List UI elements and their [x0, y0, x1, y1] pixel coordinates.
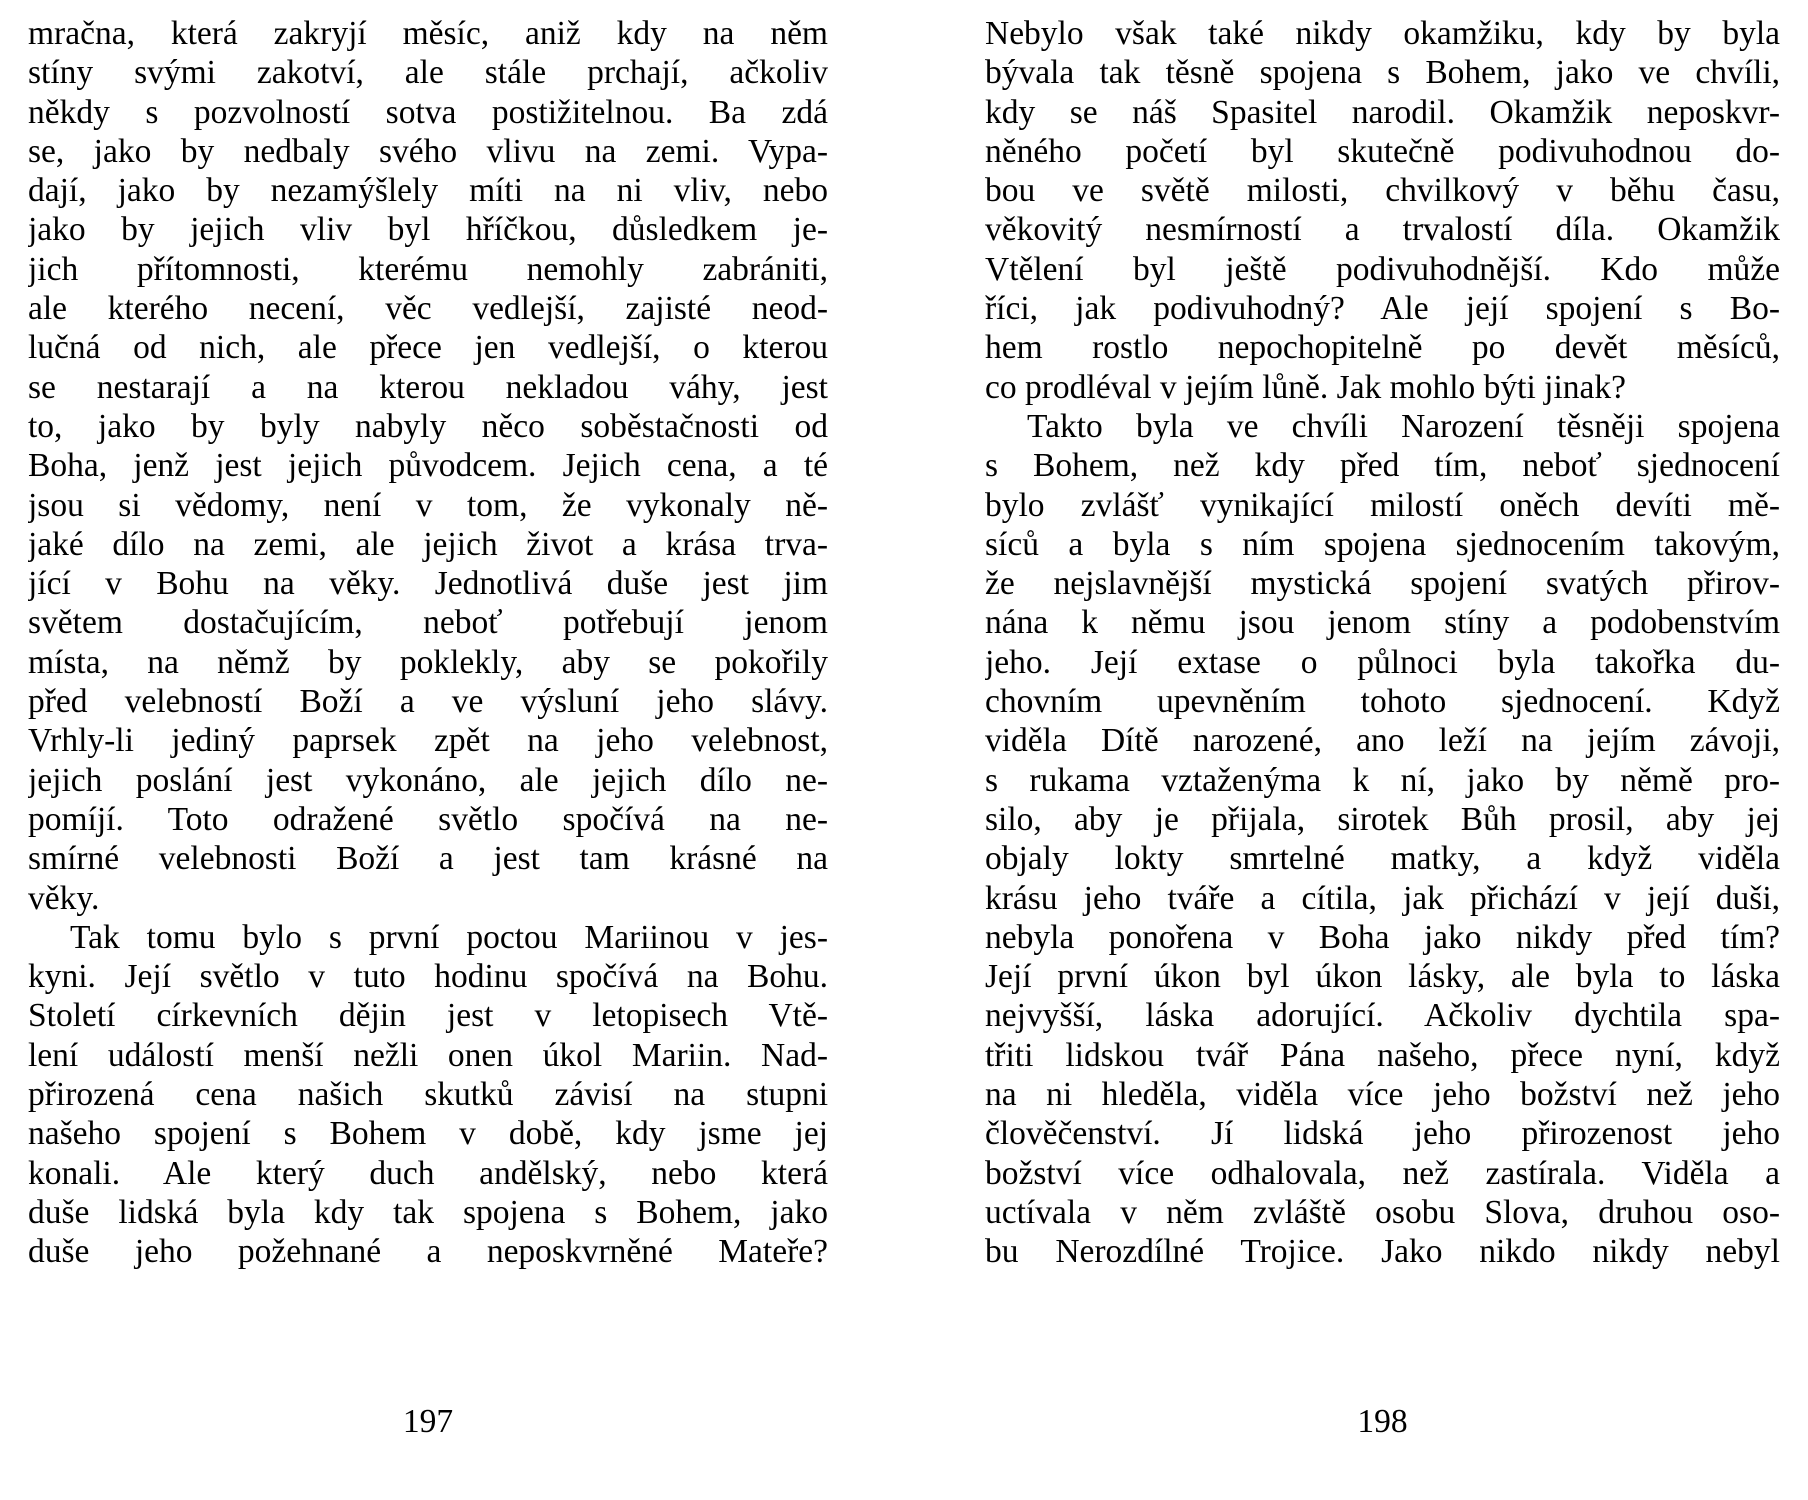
text-line: viděla Dítě narozené, ano leží na jejím závoji, [985, 722, 1780, 760]
text-line: jaké dílo na zemi, ale jejich život a krása trva- [28, 525, 828, 563]
text-line: smírné velebnosti Boží a jest tam krásné na [28, 840, 828, 878]
text-line: bývala tak těsně spojena s Bohem, jako ve chvíli, [985, 54, 1780, 92]
text-line: před velebností Boží a ve výsluní jeho slávy. [28, 683, 828, 721]
text-line: Vrhly-li jediný paprsek zpět na jeho velebnost, [28, 722, 828, 760]
text-line: ale kterého necení, věc vedlejší, zajisté neod- [28, 290, 828, 328]
text-line: duše jeho požehnané a neposkvrněné Mateře? [28, 1233, 828, 1271]
page-number: 197 [402, 1403, 454, 1440]
text-line: s rukama vztaženýma k ní, jako by němě pro- [985, 761, 1780, 799]
text-line: duše lidská byla kdy tak spojena s Bohem, jako [28, 1193, 828, 1231]
text-line: Století církevních dějin jest v letopisech Vtě- [28, 997, 828, 1035]
text-line: uctívala v něm zvláště osobu Slova, druhou oso- [985, 1193, 1780, 1231]
text-line: kyni. Její světlo v tuto hodinu spočívá na Bohu. [28, 958, 828, 996]
text-line: dají, jako by nezamýšlely míti na ni vliv, nebo [28, 172, 828, 210]
text-line: jich přítomnosti, kterému nemohly zabrániti, [28, 250, 828, 288]
text-line: že nejslavnější mystická spojení svatých přirov- [985, 565, 1780, 603]
text-line: objaly lokty smrtelné matky, a když viděla [985, 840, 1780, 878]
text-line: se nestarají a na kterou nekladou váhy, jest [28, 368, 828, 406]
text-line: na ni hleděla, viděla více jeho božství než jeho [985, 1076, 1780, 1114]
right-page [985, 14, 1780, 1454]
text-line: říci, jak podivuhodný? Ale její spojení s Bo- [985, 290, 1780, 328]
text-line: hem rostlo nepochopitelně po devět měsíců, [985, 329, 1780, 367]
text-line: jící v Bohu na věky. Jednotlivá duše jest jim [28, 565, 828, 603]
text-line: konali. Ale který duch andělský, nebo která [28, 1154, 828, 1192]
text-line: s Bohem, než kdy před tím, neboť sjednocení [985, 447, 1780, 485]
text-line: pomíjí. Toto odražené světlo spočívá na ne- [28, 800, 828, 838]
text-line: bou ve světě milosti, chvilkový v běhu času, [985, 172, 1780, 210]
text-line: jsou si vědomy, není v tom, že vykonaly ně- [28, 486, 828, 524]
text-line: silo, aby je přijala, sirotek Bůh prosil, aby jej [985, 800, 1780, 838]
text-line: věkovitý nesmírností a trvalostí díla. Okamžik [985, 211, 1780, 249]
text-line: třiti lidskou tvář Pána našeho, přece nyní, když [985, 1036, 1780, 1074]
text-line: nebyla ponořena v Boha jako nikdy před tím? [985, 918, 1780, 956]
text-line: Nebylo však také nikdy okamžiku, kdy by byla [985, 15, 1780, 52]
text-line: lení událostí menší nežli onen úkol Mariin. Nad- [28, 1036, 828, 1074]
text-line: se, jako by nedbaly svého vlivu na zemi. Vypa- [28, 132, 828, 170]
left-page [28, 14, 828, 1454]
text-line: co prodléval v jejím lůně. Jak mohlo býti jinak? [985, 368, 1627, 406]
text-line: to, jako by byly nabyly něco soběstačnosti od [28, 407, 828, 445]
text-line: jeho. Její extase o půlnoci byla takořka du- [985, 643, 1780, 681]
text-line: něného početí byl skutečně podivuhodnou do- [985, 132, 1780, 170]
text-line: jako by jejich vliv byl hříčkou, důsledkem je- [28, 211, 828, 249]
text-line: někdy s pozvolností sotva postižitelnou. Ba zdá [28, 93, 828, 131]
text-line: stíny svými zakotví, ale stále prchají, ačkoliv [28, 54, 828, 92]
text-line: bylo zvlášť vynikající milostí oněch devíti mě- [985, 486, 1780, 524]
text-line: Její první úkon byl úkon lásky, ale byla to láska [985, 958, 1780, 996]
text-line: chovním upevněním tohoto sjednocení. Když [985, 683, 1780, 721]
text-line: člověčenství. Jí lidská jeho přirozenost jeho [985, 1115, 1780, 1153]
text-line: síců a byla s ním spojena sjednocením takovým, [985, 525, 1780, 563]
text-line: mračna, která zakryjí měsíc, aniž kdy na něm [28, 15, 828, 52]
text-line: bu Nerozdílné Trojice. Jako nikdo nikdy nebyl [985, 1233, 1780, 1271]
text-line: nána k němu jsou jenom stíny a podobenstvím [985, 604, 1780, 642]
text-line: našeho spojení s Bohem v době, kdy jsme jej [28, 1115, 828, 1153]
text-line: Tak tomu bylo s první poctou Mariinou v jes- [70, 918, 828, 956]
page-number: 198 [1357, 1403, 1408, 1440]
right-page-text [985, 14, 1780, 1272]
text-line: Boha, jenž jest jejich původcem. Jejich cena, a té [28, 447, 828, 485]
text-line: krásu jeho tváře a cítila, jak přichází v její duši, [985, 879, 1780, 917]
left-page-text [28, 14, 828, 1272]
text-line: místa, na němž by poklekly, aby se pokořily [28, 643, 828, 681]
text-line: přirozená cena našich skutků závisí na stupni [28, 1076, 828, 1114]
text-line: jejich poslání jest vykonáno, ale jejich dílo ne- [28, 761, 828, 799]
text-line: věky. [28, 879, 100, 917]
text-line: lučná od nich, ale přece jen vedlejší, o kterou [28, 329, 828, 367]
text-line: božství více odhalovala, než zastírala. Viděla a [985, 1154, 1780, 1192]
text-line: Takto byla ve chvíli Narození těsněji spojena [1027, 407, 1780, 445]
text-line: světem dostačujícím, neboť potřebují jenom [28, 604, 828, 642]
text-line: kdy se náš Spasitel narodil. Okamžik neposkvr- [985, 93, 1780, 131]
text-line: nejvyšší, láska adorující. Ačkoliv dychtila spa- [985, 997, 1780, 1035]
text-line: Vtělení byl ještě podivuhodnější. Kdo může [985, 250, 1780, 288]
